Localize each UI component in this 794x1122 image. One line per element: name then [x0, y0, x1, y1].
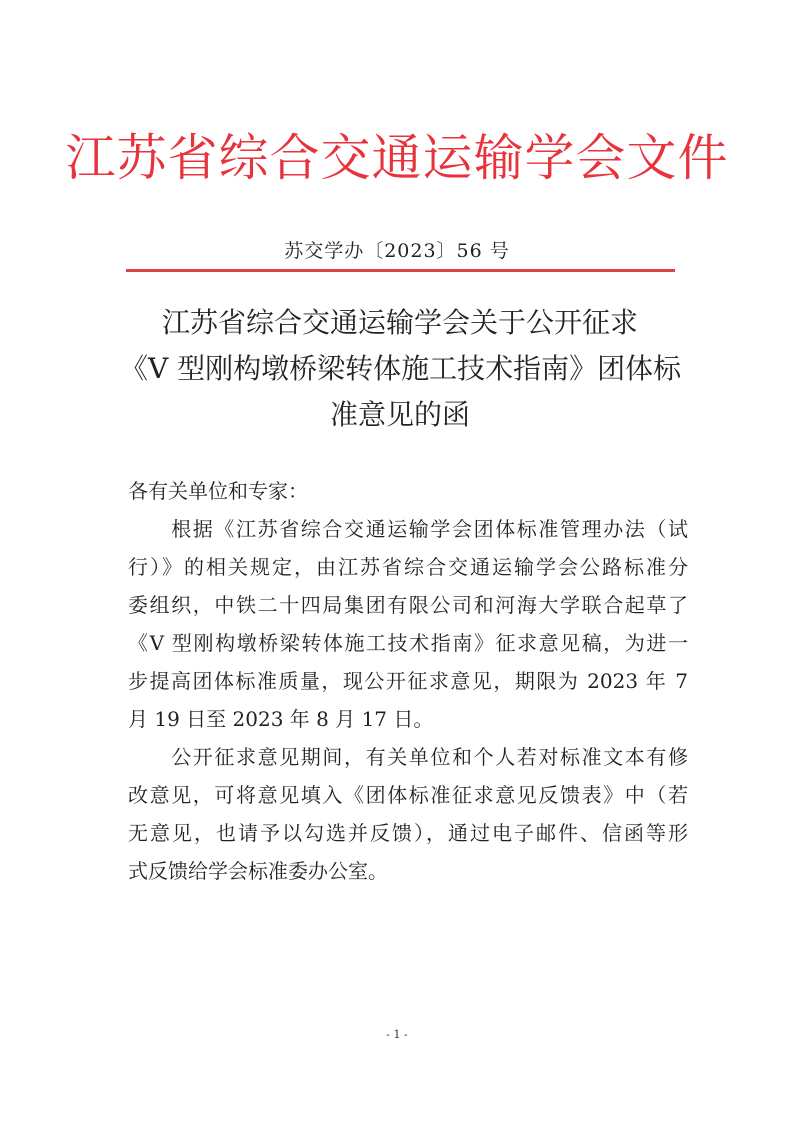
salutation: 各有关单位和专家：	[128, 479, 308, 503]
paragraph-line: 公开征求意见期间，有关单位和个人若对标准文本有修	[128, 745, 688, 769]
paragraph	[128, 510, 688, 738]
paragraph	[128, 738, 688, 890]
page-number: - 1 -	[386, 1028, 408, 1041]
document-number: 苏交学办〔2023〕56 号	[284, 240, 510, 262]
paragraph-line: 式反馈给学会标准委办公室。	[128, 859, 388, 883]
subject-line: 《V 型刚构墩桥梁转体施工技术指南》团体标	[120, 352, 682, 385]
paragraph-line: 行）》的相关规定，由江苏省综合交通运输学会公路标准分	[128, 555, 688, 579]
paragraph-line: 步提高团体标准质量，现公开征求意见，期限为 2023 年 7	[128, 669, 688, 693]
subject-line: 江苏省综合交通运输学会关于公开征求	[161, 306, 638, 339]
document-body	[128, 510, 688, 890]
document-subject	[120, 300, 680, 438]
paragraph-line: 改意见，可将意见填入《团体标准征求意见反馈表》中（若	[128, 783, 688, 807]
paragraph-line: 《V 型刚构墩桥梁转体施工技术指南》征求意见稿，为进一	[128, 631, 688, 655]
subject-line: 准意见的函	[329, 398, 470, 431]
issuer-title: 江苏省综合交通运输学会文件	[65, 129, 729, 187]
paragraph-line: 月 19 日至 2023 年 8 月 17 日。	[128, 707, 434, 731]
red-divider-line	[126, 269, 675, 272]
paragraph-line: 根据《江苏省综合交通运输学会团体标准管理办法（试	[128, 517, 688, 541]
paragraph-line: 委组织，中铁二十四局集团有限公司和河海大学联合起草了	[128, 593, 688, 617]
paragraph-line: 无意见，也请予以勾选并反馈），通过电子邮件、信函等形	[128, 821, 688, 845]
